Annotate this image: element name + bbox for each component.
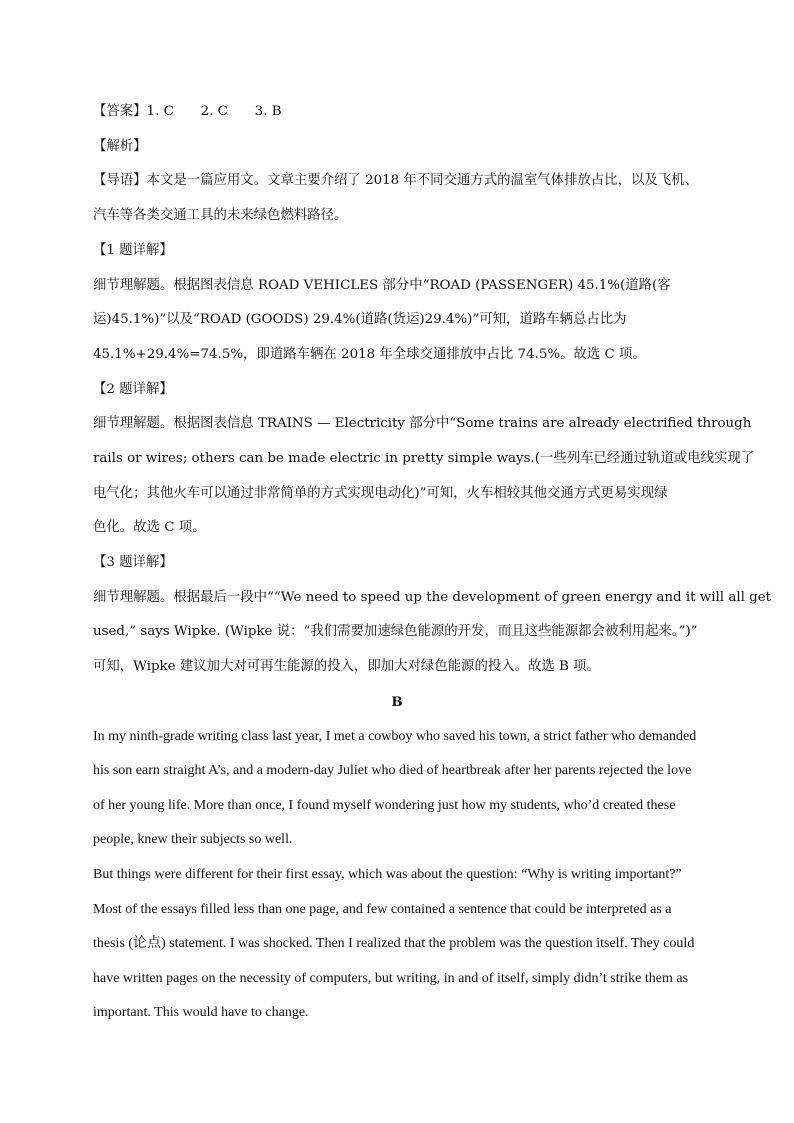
q1-line: 45.1%+29.4%=74.5%，即道路车辆在 2018 年全球交通排放中占比 74.5%。故选 C 项。 <box>93 347 646 362</box>
q1-line: 细节理解题。根据图表信息 ROAD VEHICLES 部分中“ROAD (PASSENGER) 45.1%(道路(客 <box>93 278 671 293</box>
passage-line: of her young life. More than once, I found myself wondering just how my students, who’d created these <box>93 798 676 813</box>
passage-line: Most of the essays filled less than one page, and few contained a sentence that could be interpreted as a <box>93 902 672 917</box>
passage-line: important. This would have to change. <box>93 1005 309 1020</box>
intro-line: 【导语】本文是一篇应用文。文章主要介绍了 2018 年不同交通方式的温室气体排放占比，以及飞机、 <box>93 173 698 188</box>
q2-line: 细节理解题。根据图表信息 TRAINS — Electricity 部分中“Some trains are already electrified through <box>93 416 752 431</box>
q3-line: 可知，Wipke 建议加大对可再生能源的投入，即加大对绿色能源的投入。故选 B 项。 <box>93 659 600 674</box>
answer-key: 【答案】1. C 2. C 3. B <box>93 104 282 119</box>
q2-line: rails or wires; others can be made electric in pretty simple ways.(一些列车已经通过轨道或电线实现了 <box>93 451 755 466</box>
passage-line: people, knew their subjects so well. <box>93 832 293 847</box>
passage-line: thesis (论点) statement. I was shocked. Then I realized that the problem was the question itself. They could <box>93 936 695 951</box>
q2-title: 【2 题详解】 <box>93 382 173 397</box>
q2-line: 电气化；其他火车可以通过非常简单的方式实现电动化)”可知，火车相较其他交通方式更易实现绿 <box>93 486 668 501</box>
passage-line: his son earn straight A’s, and a modern-day Juliet who died of heartbreak after her parents rejected the love <box>93 763 692 778</box>
analysis-label: 【解析】 <box>93 139 147 154</box>
q1-title: 【1 题详解】 <box>93 243 173 258</box>
q3-line: used,” says Wipke. (Wipke 说：“我们需要加速绿色能源的开发，而且这些能源都会被利用起来。”)” <box>93 624 698 639</box>
passage-line: have written pages on the necessity of computers, but writing, in and of itself, simply didn’t strike them as <box>93 971 689 986</box>
passage-line: In my ninth-grade writing class last year, I met a cowboy who saved his town, a strict father who demanded <box>93 729 697 744</box>
intro-line: 汽车等各类交通工具的未来绿色燃料路径。 <box>93 208 348 223</box>
q3-title: 【3 题详解】 <box>93 555 173 570</box>
q2-line: 色化。故选 C 项。 <box>93 520 206 535</box>
passage-line: But things were different for their first essay, which was about the question: “Why is writing important?” <box>93 867 682 882</box>
q3-line: 细节理解题。根据最后一段中““We need to speed up the development of green energy and it will all get <box>93 590 772 605</box>
section-heading-b: B <box>391 694 403 710</box>
q1-line: 运)45.1%)”以及“ROAD (GOODS) 29.4%(道路(货运)29.4%)”可知，道路车辆总占比为 <box>93 312 627 327</box>
